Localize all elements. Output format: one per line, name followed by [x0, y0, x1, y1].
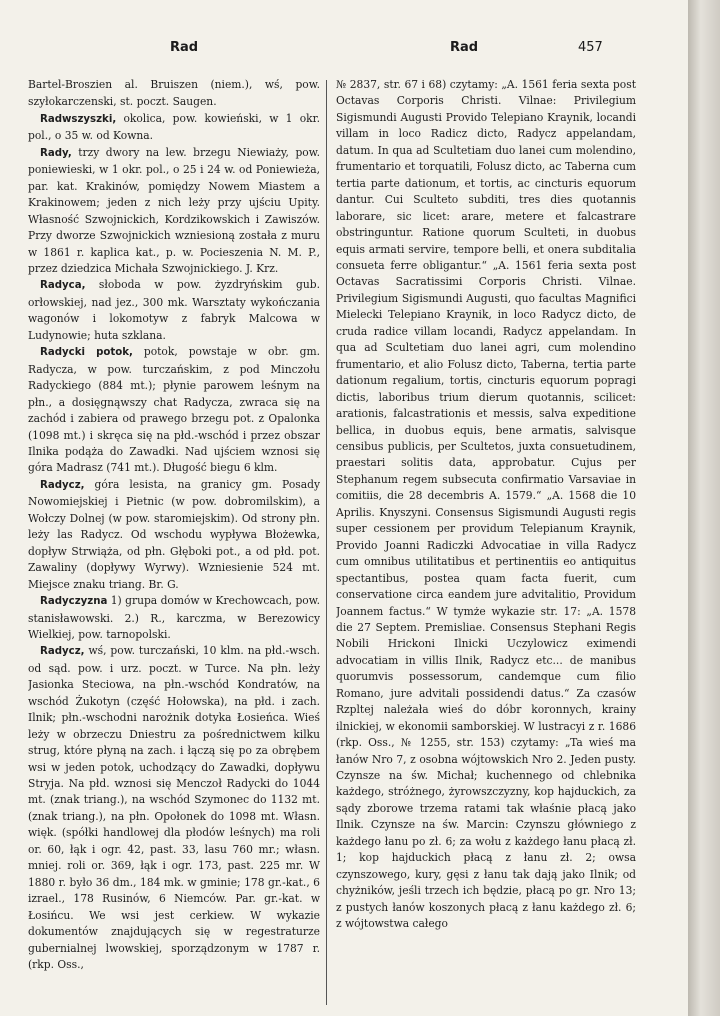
dictionary-entry: [28, 77, 320, 111]
entry-text: okolica, pow. kowieński, w 1 okr. pol., o 35 w. od Kowna.: [28, 111, 320, 143]
dictionary-entry: [28, 277, 320, 344]
dictionary-entry: [28, 344, 320, 477]
continued-entry-text: № 2837, str. 67 i 68) czytamy: „A. 1561 feria sexta post Octavas Corporis Christi. Vilnae: Privilegium Sigismundi Augusti Provido Telepiano Kraynik, locandi villam in loco Radicz dicto, Radycz appelandam, datum. In qua ad Scultetiam duo lanei cum molendino, frumentario et torquatili, Folusz dicto, ac Taberna cum tertia parte dationum, et tortis, ac cincturis equorum dantur. Cui Sculteto subditi, tres dies quotannis laborare, sic licet: arare, metere et falcastrare obstringuntur. Ratione quorum Sculteti, in duobus equis armati servire, tempore belli, et onera subditalia consueta ferre obligantur.“ „A. 1561 feria sexta post Octavas Sacratissimi Corporis Christi. Vilnae. Privilegium Sigismundi Augusti, quo facultas Magnifici Mielecki Telepiano Kraynik, in loco Radycz dicto, de cruda radice villam locandi, Radycz appelandam. In qua ad Scultetiam duo lanei agri, cum molendino frumentario, et alio Folusz dicto, Taberna, tertia parte dationum regalium, tortis, cincturis equorum popragi dictis, laboribus trium dierum quotannis, scilicet: arationis, falcastrationis et messis, salva expeditione bellica, in duobus equis, bene armatis, salvisque censibus publicis, per Scultetos, juxta consuetudinem, praestari solitis data, approbatur. Cujus per Stephanum regem subsecuta confirmatio Varsaviae in comitiis, die 28 decembris A. 1579.“ „A. 1568 die 10 Aprilis. Knyszyni. Consensus Sigismundi Augusti regis super cessionem per providum Telepianum Kraynik, Provido Joanni Radiczki Advocatiae in villa Radycz cum omnibus utilitatibus et pertinentiis eo antiquitus spectantibus, postea quam facta fuerit, cum conservatione circa eandem jure advitalitio, Providum Joannem factus.“ W tymże wykazie str. 17: „A. 1578 die 27 Septem. Premisliae. Consensus Stephani Regis Nobili Hrickoni Ilnicki Uczylowicz eximendi advocatiam in villis Ilnik, Radycz etc... de manibus quorumvis possessorum, candemque cum filio Romano, jure advitali possidendi datus.“ Za czasów Rzpltej należała wieś do dóbr koronnych, krainy ilnickiej, w ekonomii samborskiej. W lustracyi z r. 1686 (rkp. Oss., № 1255, str. 153) czytamy: „Ta wieś ma łanów Nro 7, z osobna wójtowskich Nro 2. Jeden pusty. Czynsze na św. Michał; kuchennego od chlebnika każdego, stróżnego, żyrowszczyzny, kop hajduckich, za sądy zborowe trzema ratami tak właśnie płacą jako Ilnik. Czynsze na św. Marcin: Czynszu główniego z każdego łanu po zł. 6; za wołu z każdego łanu płacą zł. 1; kop hajduckich płacą z łanu zł. 2; owsa czynszowego, kury, gęsi z łanu tak dają jako Ilnik; od chyżników, jeśli trzech ich będzie, płacą po gr. Nro 13; z pustych łanów koszonych płacą z łanu każdego zł. 6; z wójtowstwa całego: [336, 78, 636, 931]
dictionary-entry: [28, 643, 320, 973]
entry-text: góra lesista, na granicy gm. Posady Nowomiejskiej i Pietnic (w pow. dobromilskim), a Wołczy Dolnej (w pow. staromiejskim). Od strony płn. leży las Radycz. Od wschodu wypływa Błożewka, dopływ Strwiąża, od płn. Głęboki pot., a od płd. pot. Zawaliny (dopływy Wyrwy). Wzniesienie 524 mt. Miejsce znaku triang. Br. G.: [28, 477, 320, 591]
entry-headword: Radycki potok,: [40, 347, 133, 359]
entry-headword: Radyca,: [40, 280, 86, 292]
page-number: 457: [578, 40, 603, 55]
entry-text: potok, powstaje w obr. gm. Radycza, w pow. turczańskim, z pod Minczołu Radyckiego (884 mt.); płynie parowem leśnym na płn., a dosięgnąwszy chat Radycza, zwraca się na zachód i zabiera od prawego brzegu pot. z Opalonka (1098 mt.) i skręca się na płd.-wschód i przez obszar Ilnika podąża do Zawadki. Nad ujściem wznosi się góra Madrasz (741 mt.). Długość biegu 6 klm.: [28, 345, 320, 475]
entry-headword: Radycz,: [40, 479, 85, 491]
dictionary-entry: [28, 477, 320, 593]
running-header: [0, 40, 688, 62]
entry-text: Bartel-Broszien al. Bruiszen (niem.), wś, pow. szyłokarczenski, st. poczt. Saugen.: [28, 78, 320, 109]
header-left-keyword: Rad: [170, 40, 199, 55]
dictionary-entry: [28, 111, 320, 145]
entry-headword: Radwszyszki,: [40, 113, 117, 125]
dictionary-entry: [28, 145, 320, 278]
entry-text: wś, pow. turczański, 10 klm. na płd.-wsch. od sąd. pow. i urz. poczt. w Turce. Na płn. leży Jasionka Steciowa, na płn.-wschód Kondratów, na wschód Żukotyn (część Hołowska), na płd. i zach. Ilnik; płn.-wschodni narożnik dotyka Łosieńca. Wieś leży w obrzeczu Dniestru za pośrednictwem kilku strug, które płyną na zach. i łączą się po za obrębem wsi w jeden potok, uchodzący do Zawadki, dopływu Stryja. Na płd. wznosi się Menczoł Radycki do 1044 mt. (znak triang.), na wschód Szymonec do 1132 mt. (znak triang.), na płn. Opołonek do 1098 mt. Własn. więk. (spółki handlowej dla płodów leśnych) ma roli or. 60, łąk i ogr. 42, past. 33, lasu 760 mr.; własn. mniej. roli or. 369, łąk i ogr. 173, past. 225 mr. W 1880 r. było 36 dm., 184 mk. w gminie; 178 gr.-kat., 6 izrael., 178 Rusinów, 6 Niemców. Par. gr.-kat. w Łosińcu. We wsi jest cerkiew. W wykazie dokumentów znajdujących się w regestraturze gubernialnej lwowskiej, sporządzonym w 1787 r. (rkp. Oss.,: [28, 644, 320, 972]
column-divider: [326, 80, 327, 1005]
entry-text: słoboda w pow. żyzdryńskim gub. orłowskiej, nad jez., 300 mk. Warsztaty wykończania wagonów i lokomotyw z fabryk Malcowa w Ludynowie; huta szklana.: [28, 278, 320, 342]
left-column: [28, 77, 320, 1007]
entry-text: 1) grupa domów w Krechowcach, pow. stanisławowski. 2.) R., karczma, w Berezowicy Wielkiej, pow. tarnopolski.: [28, 594, 320, 641]
right-column: [336, 77, 636, 1007]
page-edge: [688, 0, 720, 1016]
dictionary-entry: [28, 593, 320, 643]
entry-headword: Rady,: [40, 147, 72, 159]
entry-headword: Radyczyzna: [40, 596, 108, 608]
header-center-keyword: Rad: [450, 40, 479, 55]
entry-text: trzy dwory na lew. brzegu Niewiaży, pow. poniewieski, w 1 okr. pol., o 25 i 24 w. od Poniewieża, par. kat. Krakinów, pomiędzy Nowem Miastem a Krakinowem; jeden z nich leży przy ujściu Upity. Własność Szwojnickich, Kordzikowskich i Zawiszów. Przy dworze Szwojnickich wzniesioną została z muru w 1861 r. kaplica kat., p. w. Pocieszenia N. M. P., przez dziedzica Michała Szwojnickiego. J. Krz.: [28, 145, 320, 275]
entry-headword: Radycz,: [40, 646, 85, 658]
